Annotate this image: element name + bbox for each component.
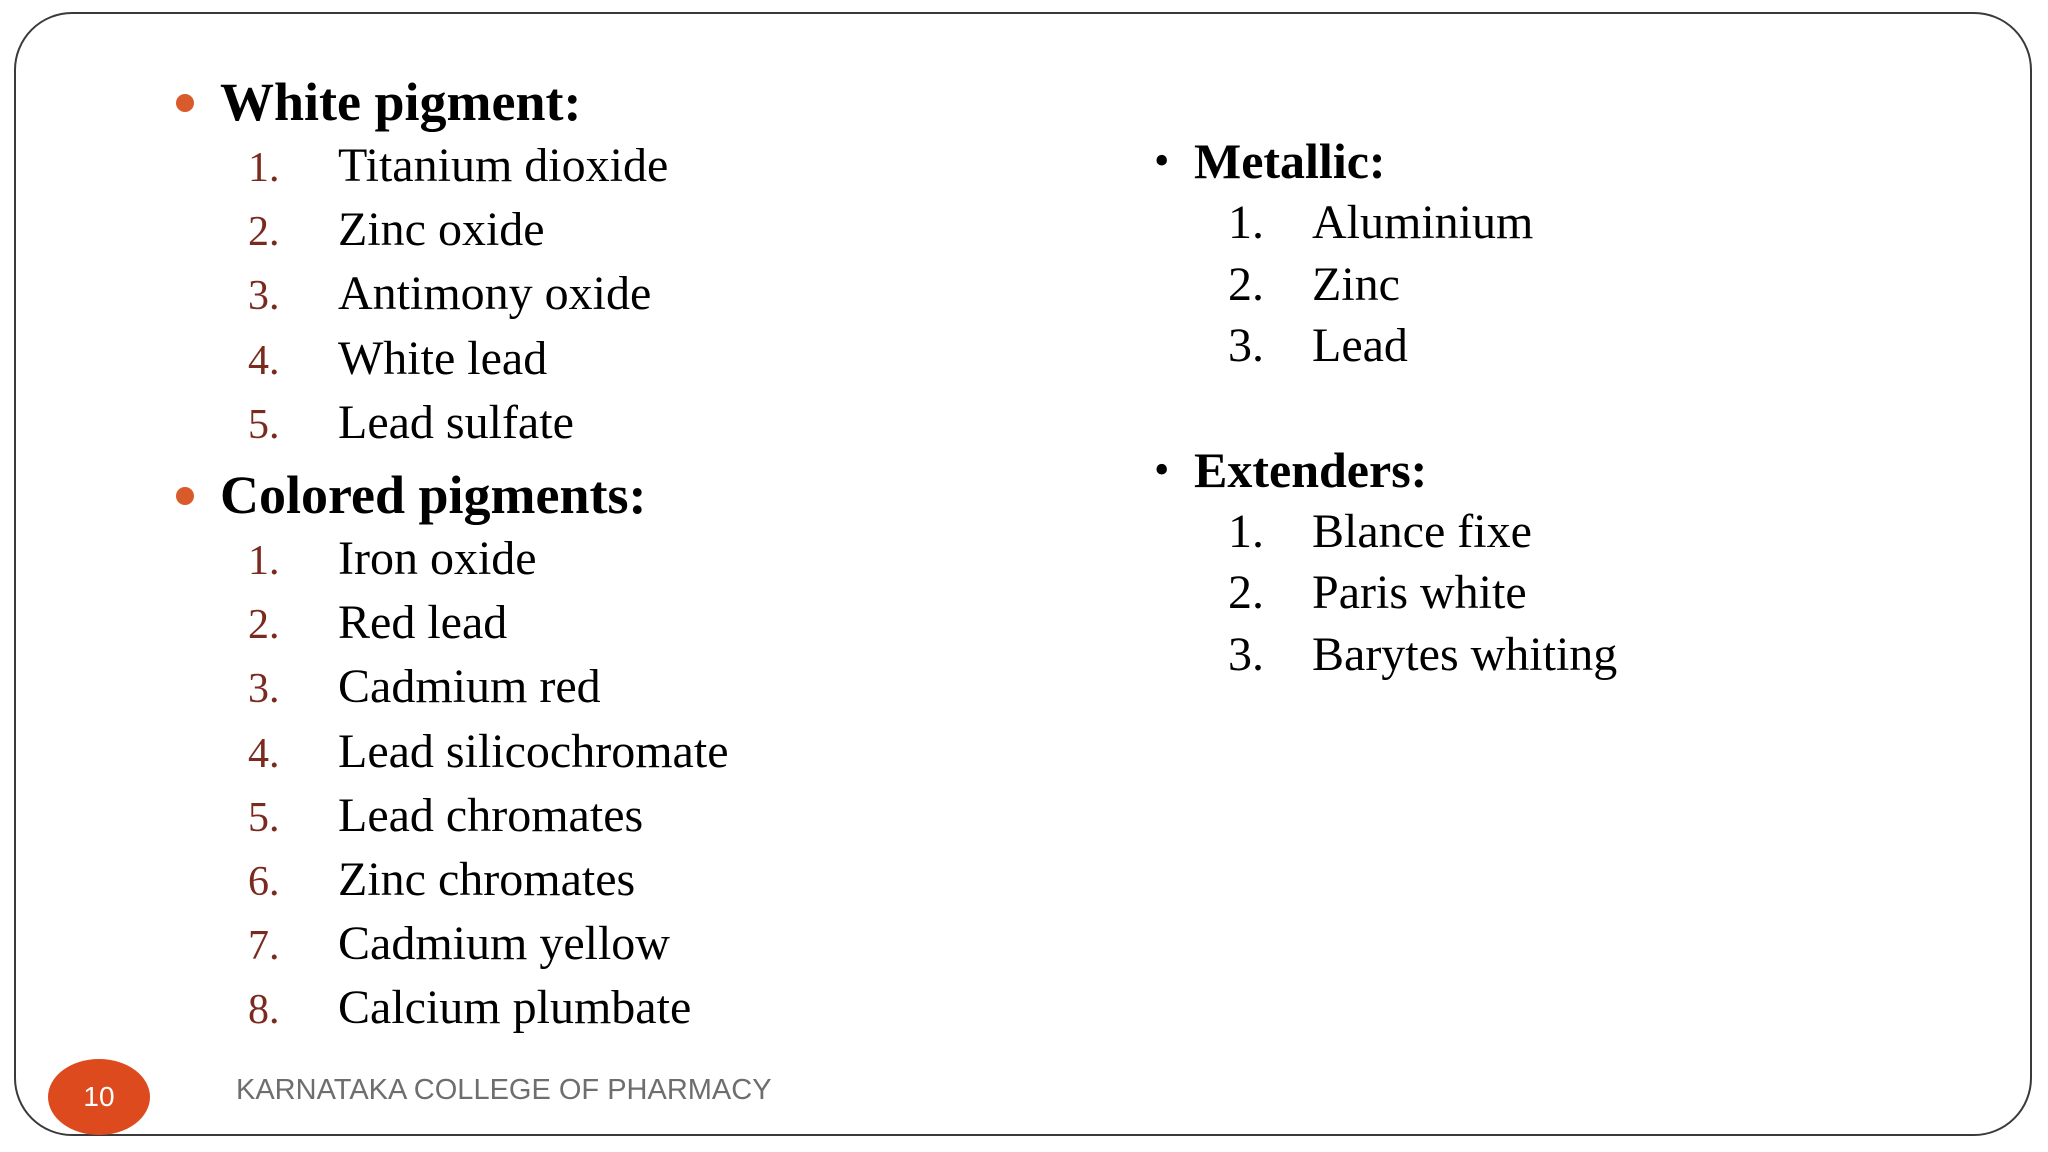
list-item: 1. Aluminium [1136, 192, 1427, 254]
item-text: Lead [1312, 319, 1408, 372]
white-pigment-list [176, 134, 669, 455]
item-text: Antimony oxide [338, 267, 652, 321]
item-text: White lead [338, 331, 548, 385]
list-item: 4. White lead [176, 327, 647, 391]
item-text: Zinc oxide [338, 203, 545, 257]
item-text: Cadmium yellow [338, 917, 670, 971]
item-text: Zinc [1312, 257, 1400, 311]
bullet-dot-icon [176, 487, 194, 505]
item-text: Calcium plumbate [338, 981, 692, 1035]
list-item: 1. Blance fixe [1136, 501, 1427, 563]
list-item: 5. Lead chromates [176, 784, 647, 848]
list-item: 3. Antimony oxide [176, 262, 647, 326]
metallic-list [1136, 192, 1534, 377]
heading-text: Colored pigments: [220, 464, 647, 525]
item-text: Titanium dioxide [338, 139, 669, 192]
heading-text: Metallic: [1194, 133, 1386, 189]
item-text: Red lead [338, 596, 508, 650]
list-item: 1. Titanium dioxide [176, 134, 647, 198]
bullet-icon: • [1154, 136, 1170, 185]
list-item: 2. Paris white [1136, 562, 1427, 624]
section-heading-extenders [1136, 439, 1427, 501]
item-text: Lead sulfate [338, 395, 574, 449]
section-heading-metallic [1136, 130, 1427, 192]
item-text: Blance fixe [1312, 504, 1532, 558]
item-text: Lead chromates [338, 788, 644, 842]
list-item: 6. Zinc chromates [176, 848, 647, 912]
list-item: 4. Lead silicochromate [176, 720, 647, 784]
list-item: 2. Zinc [1136, 254, 1427, 316]
list-item: 2. Zinc oxide [176, 198, 647, 262]
list-item: 3. Lead [1136, 315, 1427, 377]
item-text: Barytes whiting [1312, 627, 1618, 681]
extenders-list [1136, 501, 1618, 686]
footer-institution: KARNATAKA COLLEGE OF PHARMACY [236, 1074, 772, 1106]
page-number-badge: 10 [48, 1059, 150, 1135]
left-column [176, 70, 729, 1040]
slide-frame [14, 12, 2032, 1136]
colored-pigments-list [176, 527, 729, 1041]
bullet-dot-icon [176, 94, 194, 112]
right-column [1136, 130, 1618, 685]
list-item: 1. Iron oxide [176, 527, 647, 591]
item-text: Iron oxide [338, 531, 537, 585]
list-item: 3. Barytes whiting [1136, 624, 1427, 686]
item-text: Lead silicochromate [338, 724, 729, 778]
list-item: 7. Cadmium yellow [176, 912, 647, 976]
section-heading-colored-pigments [176, 463, 647, 527]
list-item: 2. Red lead [176, 591, 647, 655]
item-text: Cadmium red [338, 660, 601, 714]
bullet-icon: • [1154, 444, 1170, 494]
list-item: 5. Lead sulfate [176, 391, 647, 455]
list-item: 3. Cadmium red [176, 655, 647, 719]
section-heading-white-pigment [176, 70, 647, 134]
heading-text: Extenders: [1194, 441, 1428, 498]
list-item: 8. Calcium plumbate [176, 976, 647, 1040]
item-text: Aluminium [1312, 196, 1534, 249]
item-text: Zinc chromates [338, 852, 636, 906]
heading-text: White pigment: [220, 72, 582, 132]
item-text: Paris white [1312, 566, 1527, 619]
